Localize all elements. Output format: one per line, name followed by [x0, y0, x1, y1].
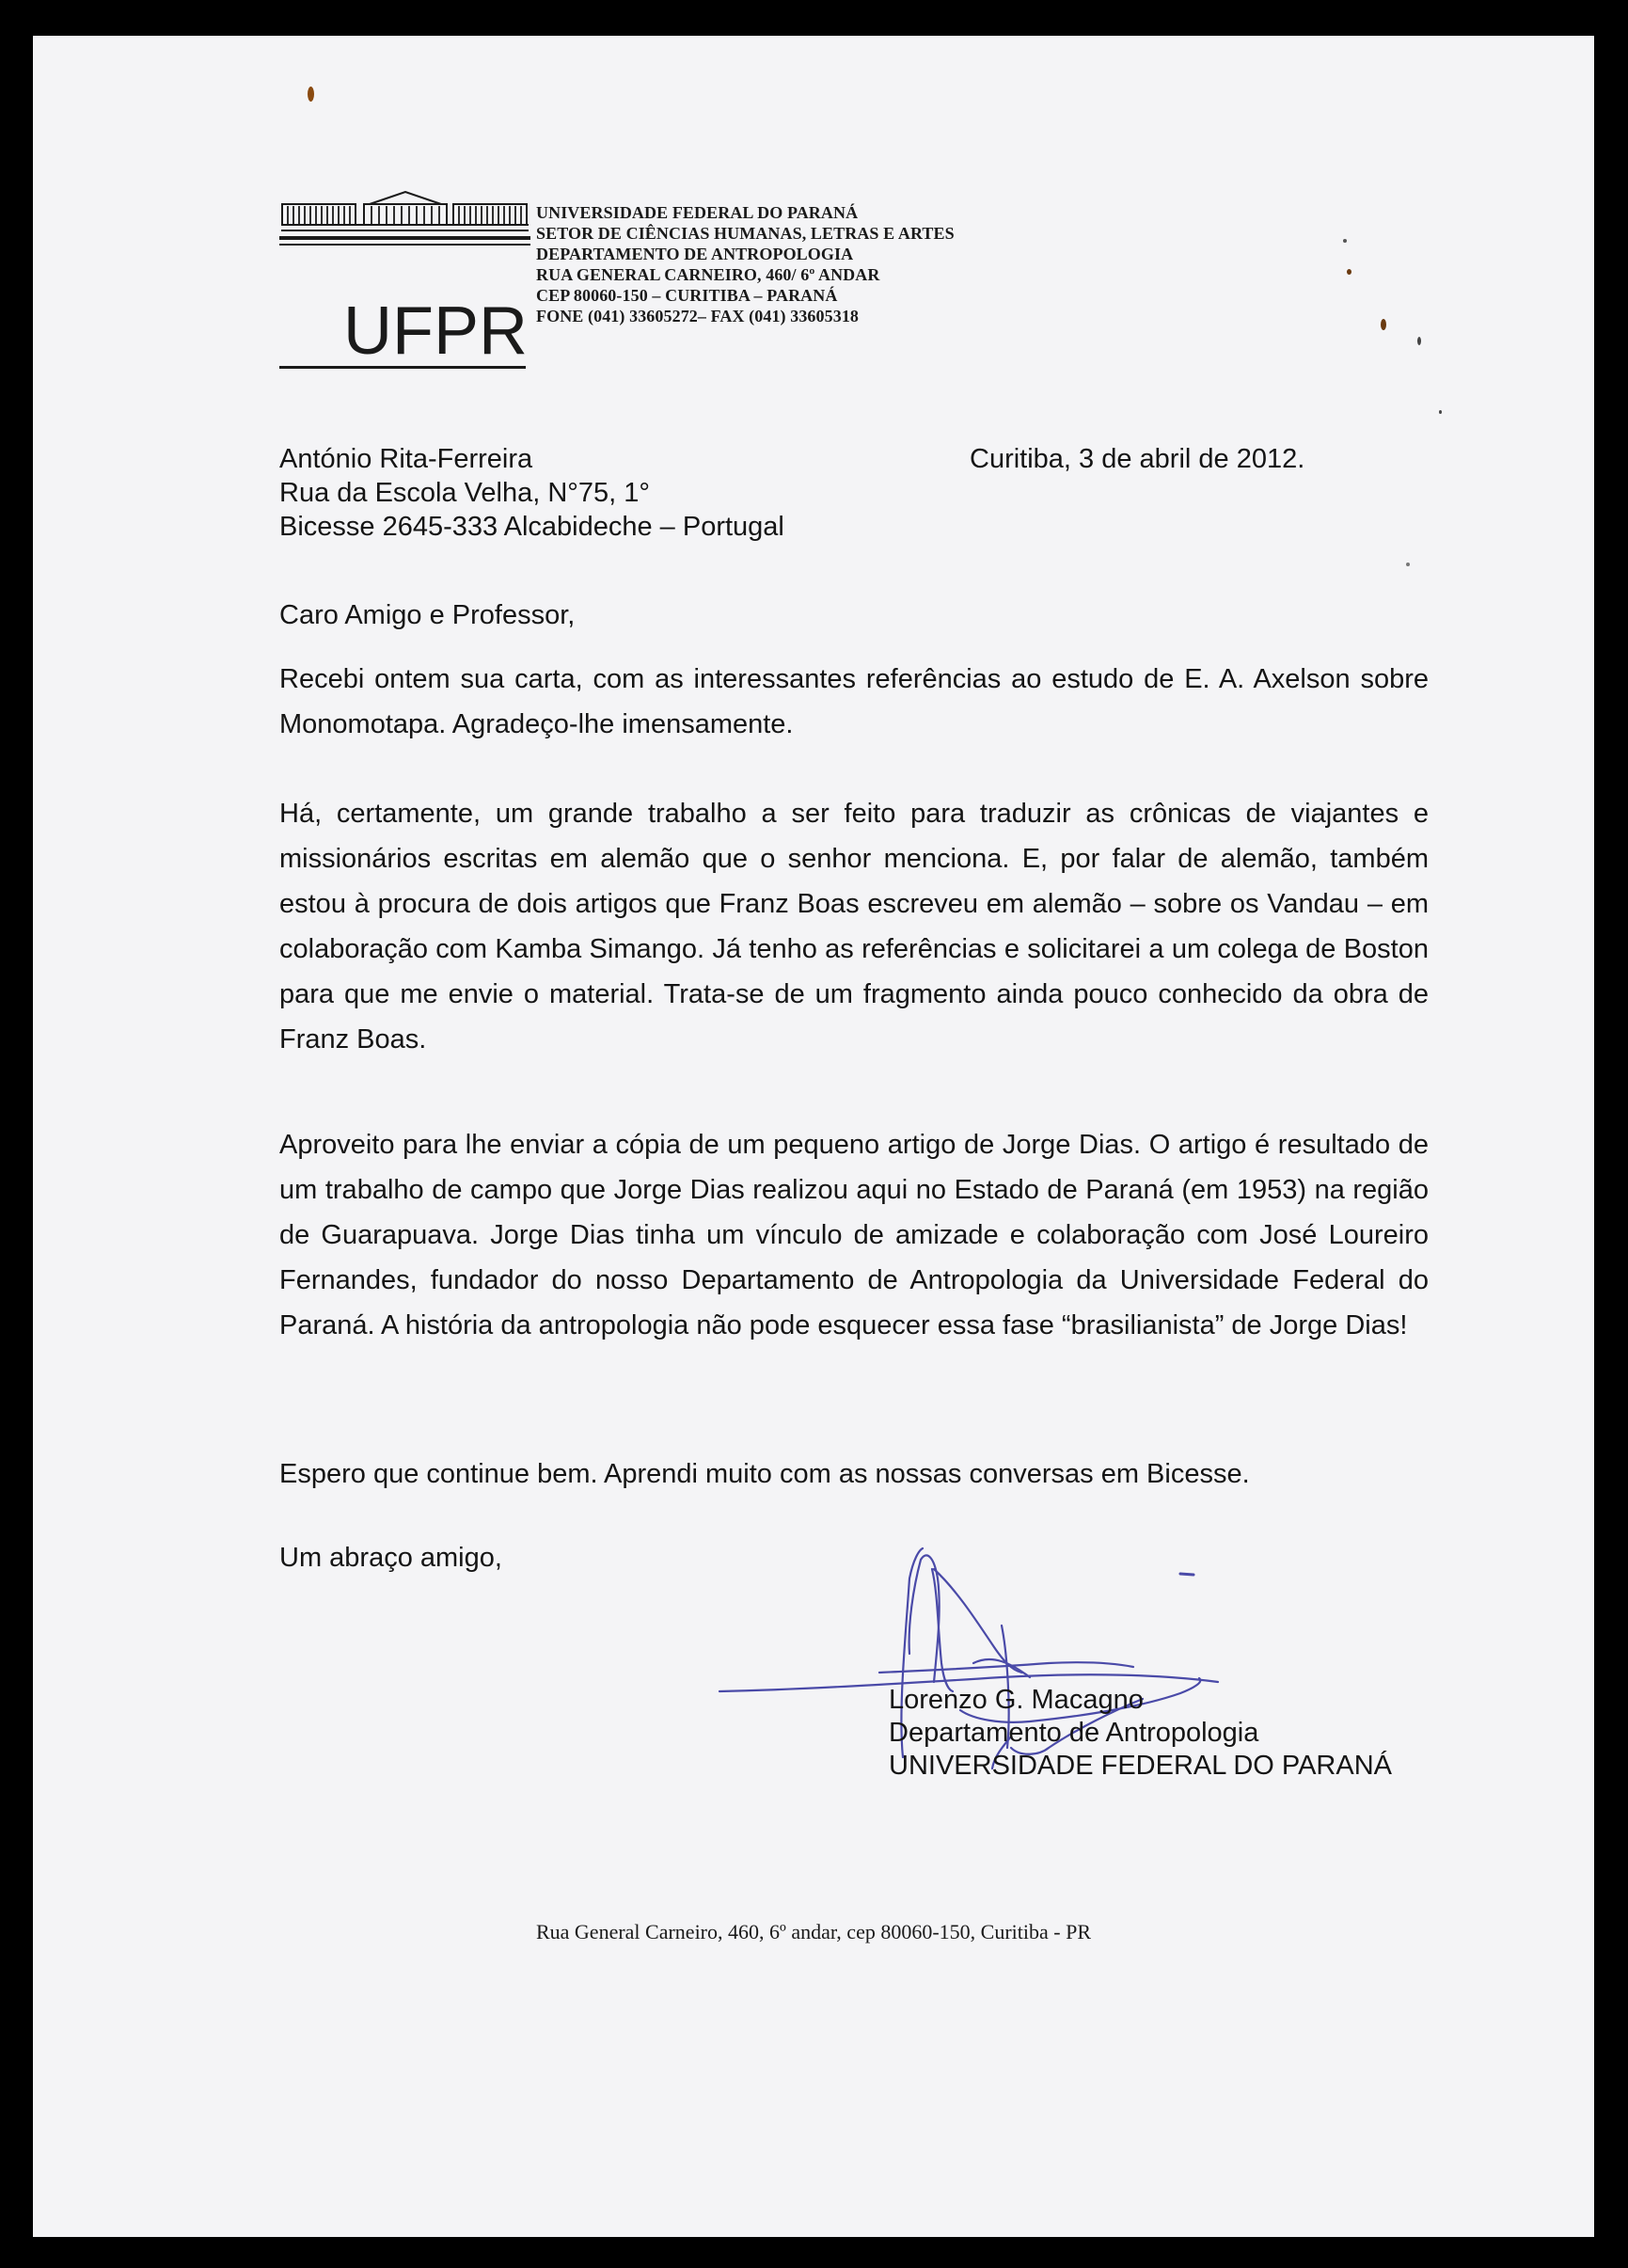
recipient-street: Rua da Escola Velha, N°75, 1° — [279, 478, 650, 508]
recipient-city: Bicesse 2645-333 Alcabideche – Portugal — [279, 512, 784, 542]
paper-speck — [1439, 410, 1442, 414]
letterhead-line: SETOR DE CIÊNCIAS HUMANAS, LETRAS E ARTES — [536, 224, 955, 243]
paper-speck — [1417, 337, 1421, 345]
ufpr-logo — [279, 191, 545, 379]
paper-speck — [1381, 319, 1386, 330]
signatory-institution: UNIVERSIDADE FEDERAL DO PARANÁ — [889, 1751, 1392, 1781]
paragraph: Recebi ontem sua carta, com as interessantes referências ao estudo de E. A. Axelson sobre Monomotapa. Agradeço-lhe imensamente. — [279, 664, 1429, 739]
salutation: Caro Amigo e Professor, — [279, 600, 576, 630]
paper-speck — [1406, 563, 1410, 566]
logo-wordmark: UFPR — [343, 293, 528, 369]
recipient-name: António Rita-Ferreira — [279, 444, 533, 474]
paragraph: Aproveito para lhe enviar a cópia de um pequeno artigo de Jorge Dias. O artigo é resultado de um trabalho de campo que Jorge Dias realizou aqui no Estado de Paraná (em 1953) na região de Guarapuava. Jorge Dias tinha um vínculo de amizade e colaboração com José Loureiro Fernandes, fundador do nosso Departamento de Antropologia da Universidade Federal do Paraná. A história da antropologia não pode esquecer essa fase “brasilianista” de Jorge Dias! — [279, 1130, 1429, 1340]
paragraph: Espero que continue bem. Aprendi muito com as nossas conversas em Bicesse. — [279, 1459, 1250, 1489]
letterhead-line: DEPARTAMENTO DE ANTROPOLOGIA — [536, 245, 854, 263]
letterhead-line: RUA GENERAL CARNEIRO, 460/ 6º ANDAR — [536, 265, 880, 284]
paper-speck — [1343, 239, 1347, 243]
footer-address: Rua General Carneiro, 460, 6º andar, cep 80060-150, Curitiba - PR — [535, 1920, 1091, 1943]
signatory-name: Lorenzo G. Macagno — [889, 1685, 1144, 1715]
letterhead-line: FONE (041) 33605272– FAX (041) 33605318 — [536, 307, 860, 325]
signatory-department: Departamento de Antropologia — [889, 1718, 1259, 1748]
paragraph: Há, certamente, um grande trabalho a ser feito para traduzir as crônicas de viajantes e missionários escritas em alemão que o senhor menciona. E, por falar de alemão, também estou à procura de dois artigos que Franz Boas escreveu em alemão – sobre os Vandau – em colaboração com Kamba Simango. Já tenho as referências e solicitarei a um colega de Boston para que me envie o material. Trata-se de um fragmento ainda pouco conhecido da obra de Franz Boas. — [279, 799, 1429, 1055]
letterhead-address — [536, 202, 955, 326]
letterhead-line: CEP 80060-150 – CURITIBA – PARANÁ — [536, 286, 838, 305]
paper-speck — [308, 87, 314, 102]
letter-page — [33, 36, 1594, 2237]
letterhead-line: UNIVERSIDADE FEDERAL DO PARANÁ — [536, 203, 859, 222]
recipient-address — [279, 442, 784, 544]
closing: Um abraço amigo, — [279, 1543, 502, 1573]
paper-speck — [1347, 269, 1351, 275]
letter-date: Curitiba, 3 de abril de 2012. — [970, 444, 1305, 474]
signature-block — [889, 1684, 1392, 1783]
